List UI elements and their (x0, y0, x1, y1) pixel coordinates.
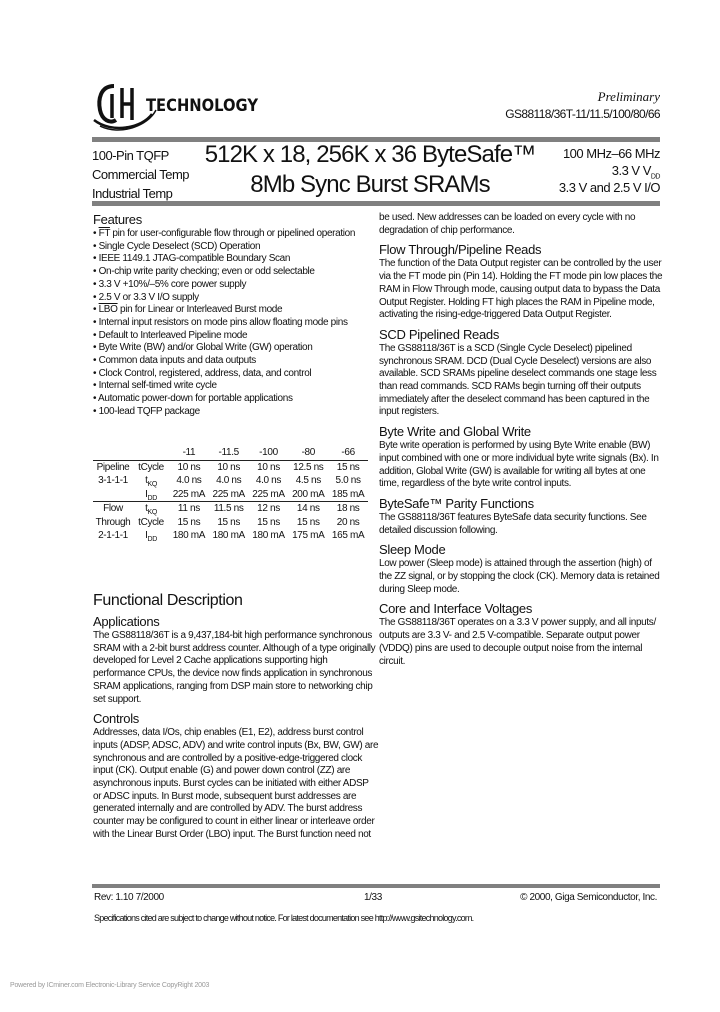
text-line: Addresses, data I/Os, chip enables (E1, E2), address burst control (93, 727, 364, 739)
text-line: or ADSC inputs. In Burst mode, subsequent burst addresses are (93, 790, 357, 802)
bullet-icon: • (93, 380, 99, 392)
document-title (200, 140, 540, 200)
feature-item (93, 342, 373, 355)
table-cell: 15 ns (257, 516, 280, 528)
text-line: developed for Level 2 Cache applications supporting high (93, 655, 328, 667)
section-flow-through-pipeline-reads (379, 242, 661, 322)
core-voltage: 3.3 V $V_{DD}$ (611, 163, 660, 181)
table-cell: 14 ns (296, 503, 320, 515)
table-cell: 4.5 ns (295, 475, 321, 487)
table-cell: 15 ns (296, 516, 320, 528)
section-paragraph (379, 512, 661, 537)
text-line: performance CPUs, the device now finds application in synchronous (93, 668, 373, 680)
parameter-subscript: DD (147, 536, 157, 544)
feature-item (93, 393, 373, 406)
table-cell: 180 mA (212, 530, 245, 542)
feature-signal: $\overline{LBO}$ (98, 304, 118, 316)
column-header: -80 (301, 447, 315, 459)
feature-text: Internal self-timed write cycle (98, 380, 217, 392)
feature-text: pin for user-configurable flow through or pipelined operation (109, 228, 356, 239)
text-line: addition, Global Write (GW) is available for writing all bytes at one (379, 465, 646, 477)
table-cell: 4.0 ns (255, 475, 282, 487)
text-line: input combined with one or more individual byte write signals (Bx). In (379, 452, 659, 464)
part-number: GS88118/36T-11/11.5/100/80/66 (505, 107, 660, 121)
parameter-label (133, 502, 169, 516)
package-line: Industrial Temp (92, 186, 173, 201)
text-line: than read commands. SCD RAMs begin turning off their outputs (379, 381, 641, 393)
section-scd-pipelined-reads (379, 327, 661, 419)
parameter-name: I (145, 530, 148, 542)
text-line: synchronous and are controlled by a positive-edge-triggered clock (93, 752, 363, 764)
feature-item (93, 253, 373, 266)
io-voltage: 3.3 V and 2.5 V I/O (558, 180, 660, 195)
features-list (93, 228, 373, 419)
text-line: asynchronous inputs. Burst cycles can be initiated with either ADSP (93, 778, 369, 790)
mode-label: 2-1-1-1 (98, 530, 128, 542)
table-cell: 4.0 ns (216, 475, 242, 487)
table-cell: 10 ns (217, 461, 241, 473)
text-line: input registers. (379, 406, 439, 418)
table-cell: 12 ns (257, 503, 280, 515)
section-sleep-mode (379, 542, 661, 596)
feature-item (93, 304, 373, 317)
section-heading: Flow Through/Pipeline Reads (379, 242, 542, 258)
table-cell: 11 ns (177, 503, 200, 515)
table-cell: 180 mA (172, 530, 206, 542)
blank-cell (93, 446, 133, 460)
bullet-icon: • (93, 342, 99, 354)
parameter-name: I (145, 488, 148, 500)
text-line: the ZZ signal, or by stopping the clock (CK). Memory data is retained (379, 571, 660, 583)
table-cell: 10 ns (177, 461, 201, 473)
table-row (93, 502, 368, 516)
table-cell: 200 mA (292, 488, 325, 500)
section-paragraph (379, 558, 661, 596)
bullet-icon: • (93, 355, 99, 367)
parameter-label (133, 460, 169, 474)
feature-item (93, 279, 373, 292)
section-paragraph (379, 258, 661, 322)
electrical-summary (559, 145, 660, 196)
table-cell: 4.0 ns (176, 475, 202, 487)
table-cell: 15 ns (336, 461, 360, 473)
feature-text: On-chip write parity checking; even or odd selectable (98, 266, 315, 278)
mode-label (93, 488, 133, 502)
parameter-label (133, 488, 169, 502)
section-heading: Byte Write and Global Write (379, 424, 531, 440)
parameter-label (133, 474, 169, 488)
bullet-icon: • (93, 329, 99, 341)
table-cell: 15 ns (177, 516, 201, 528)
footer-rule (92, 884, 660, 888)
text-line: with the Linear Burst Order (LBO) input. The Burst function need not (93, 828, 371, 840)
functional-description (93, 591, 379, 842)
bullet-icon: • (93, 291, 99, 303)
revision: Rev: 1.10 7/2000 (94, 892, 164, 903)
bullet-icon: • (93, 228, 99, 239)
feature-item (93, 406, 373, 419)
table-cell: 185 mA (331, 488, 365, 500)
section-heading: Core and Interface Voltages (379, 601, 533, 617)
feature-text: pin for Linear or Interleaved Burst mode (117, 304, 283, 316)
table-row (93, 529, 368, 543)
functional-heading: Functional Description (93, 592, 243, 609)
bullet-icon: • (93, 240, 99, 252)
controls-heading: Controls (93, 711, 140, 727)
watermark: Powered by ICminer.com Electronic-Library Service CopyRight 2003 (10, 982, 210, 989)
continued-paragraph (379, 212, 661, 237)
bullet-icon: • (93, 393, 99, 405)
table-cell: 20 ns (336, 516, 360, 528)
mode-label: Pipeline (96, 461, 130, 473)
text-line: degradation of chip performance. (379, 224, 515, 236)
header-rule-bottom (92, 201, 660, 206)
copyright: © 2000, Giga Semiconductor, Inc. (520, 892, 657, 903)
table-header-row (93, 446, 368, 460)
feature-item (93, 317, 373, 330)
column-header: -66 (341, 447, 355, 459)
applications-heading: Applications (93, 614, 160, 629)
table-row (93, 516, 368, 530)
applications-paragraph (93, 630, 376, 706)
text-line: activating the rising-edge-triggered Data Output Register. (379, 309, 612, 321)
section-core-and-interface-voltages (379, 601, 661, 668)
section-byte-write-and-global-write (379, 424, 661, 491)
text-line: circuit. (379, 655, 406, 667)
parameter-name: t (145, 475, 148, 487)
text-line: Low power (Sleep mode) is attained through the assertion (high) of (379, 558, 652, 570)
feature-text: Byte Write (BW) and/or Global Write (GW) operation (98, 342, 313, 354)
section-paragraph (379, 343, 661, 419)
table-cell: 11.5 ns (213, 503, 244, 515)
table-row (93, 460, 368, 474)
text-line: The GS88118/36T operates on a 3.3 V power supply, and all inputs/ (379, 617, 656, 629)
text-line: via the FT mode pin (Pin 14). Holding the FT mode pin low places the (379, 271, 663, 283)
feature-text: Internal input resistors on mode pins allow floating mode pins (98, 316, 348, 328)
text-line: outputs are 3.3 V- and 2.5 V-compatible. Separate output power (379, 630, 640, 642)
package-line: 100-Pin TQFP (92, 148, 169, 163)
table-row (93, 488, 368, 502)
parameter-label (133, 516, 169, 530)
mode-label: 3-1-1-1 (98, 475, 128, 487)
text-line: synchronous SRAM. DCD (Dual Cycle Deselect) versions are also (379, 355, 652, 367)
text-line: Byte write operation is performed by using Byte Write enable (BW) (379, 440, 651, 452)
column-header: -100 (259, 447, 278, 459)
feature-text: Common data inputs and data outputs (98, 355, 256, 367)
table-cell: 180 mA (252, 530, 285, 542)
feature-item (93, 228, 373, 241)
title-line-2: 8Mb Sync Burst SRAMs (250, 171, 490, 198)
company-logo (92, 80, 262, 130)
feature-text: 3.3 V +10%/–5% core power supply (98, 278, 247, 290)
right-sections (379, 242, 661, 668)
text-line: available. SCD SRAMs pipeline deselect commands one stage less (379, 368, 657, 380)
text-line: The GS88118/36T features ByteSafe data security functions. See (379, 511, 647, 523)
text-line: The GS88118/36T is a SCD (Single Cycle Deselect) pipelined (379, 342, 632, 354)
frequency-range: 100 MHz–66 MHz (562, 146, 660, 161)
table-cell: 5.0 ns (335, 475, 361, 487)
section-heading: Sleep Mode (379, 542, 446, 558)
section-heading: SCD Pipelined Reads (379, 326, 500, 342)
text-line: generated internally and are controlled by ADV. The burst address (93, 803, 363, 815)
text-line: be used. New addresses can be loaded on every cycle with no (379, 212, 636, 223)
table-cell: 15 ns (217, 516, 241, 528)
feature-item (93, 330, 373, 343)
feature-signal: $\overline{FT}$ (98, 228, 110, 239)
parameter-name: tCycle (138, 461, 164, 473)
bullet-icon: • (93, 253, 99, 265)
text-line: immediately after the deselect command has been captured in the (379, 393, 650, 405)
package-line: Commercial Temp (92, 167, 190, 182)
feature-text: Default to Interleaved Pipeline mode (98, 329, 248, 341)
table-row (93, 474, 368, 488)
package-info (92, 146, 189, 203)
column-header: -11 (182, 447, 196, 459)
bullet-icon: • (93, 405, 99, 417)
table-cell: 225 mA (212, 488, 245, 500)
feature-text: Automatic power-down for portable applications (98, 393, 293, 405)
feature-text: 2.5 V or 3.3 V I/O supply (98, 291, 199, 303)
svg-text:TECHNOLOGY: TECHNOLOGY (146, 96, 259, 116)
section-bytesafe-parity-functions (379, 496, 661, 537)
feature-item (93, 292, 373, 305)
text-line: SRAM applications, ranging from DSP main store to networking chip (93, 680, 373, 692)
feature-text: 100-lead TQFP package (98, 405, 200, 417)
feature-text: Single Cycle Deselect (SCD) Operation (98, 240, 261, 252)
table-cell: 225 mA (252, 488, 285, 500)
text-line: RAM in Flow Through mode, causing output data to bypass the Data (379, 283, 660, 295)
feature-item (93, 355, 373, 368)
section-paragraph (379, 440, 661, 491)
text-line: input (CK). Output enable (G) and power down control (ZZ) are (93, 765, 351, 777)
table-cell: 10 ns (257, 461, 280, 473)
status-label: Preliminary (597, 89, 660, 104)
bullet-icon: • (93, 278, 99, 290)
feature-item (93, 368, 373, 381)
blank-cell (133, 446, 169, 460)
text-line: (VDDQ) pins are used to decouple output noise from the internal (379, 642, 643, 654)
controls-paragraph (93, 727, 379, 841)
spec-table (93, 446, 368, 543)
parameter-subscript: KQ (147, 481, 157, 489)
text-line: detailed discussion following. (379, 524, 498, 536)
table-cell: 175 mA (292, 530, 325, 542)
table-cell: 18 ns (336, 503, 360, 515)
feature-item (93, 380, 373, 393)
feature-text: IEEE 1149.1 JTAG-compatible Boundary Scan (98, 253, 291, 265)
bullet-icon: • (93, 304, 99, 316)
bullet-icon: • (93, 266, 99, 278)
left-column (93, 209, 373, 419)
text-line: inputs (ADSP, ADSC, ADV) and write control inputs (Bx, BW, GW) are (93, 739, 379, 751)
page-number: 1/33 (364, 892, 382, 903)
feature-item (93, 241, 373, 254)
footer-notice: Specifications cited are subject to change without notice. For latest documentation see http://www.gsitechnology.com. (94, 913, 474, 923)
text-line: time, regardless of the byte write control inputs. (379, 478, 572, 490)
text-line: counter may be configured to count in either linear or interleave order (93, 816, 375, 828)
section-heading: ByteSafe™ Parity Functions (379, 495, 534, 511)
column-header: -11.5 (218, 447, 239, 459)
mode-label: Through (95, 516, 131, 528)
text-line: during Sleep mode. (379, 583, 460, 595)
text-line: The function of the Data Output register can be controlled by the user (379, 258, 662, 270)
bullet-icon: • (93, 367, 99, 379)
text-line: Output Register. Holding FT high places the RAM in Pipeline mode, (379, 296, 655, 308)
parameter-name: t (145, 503, 148, 515)
table-cell: 165 mA (331, 530, 365, 542)
title-line-1: 512K x 18, 256K x 36 ByteSafe™ (204, 141, 536, 168)
parameter-name: tCycle (138, 516, 164, 528)
features-heading: Features (93, 212, 142, 227)
text-line: set support. (93, 693, 142, 705)
parameter-label (133, 529, 169, 543)
feature-item (93, 266, 373, 279)
bullet-icon: • (93, 316, 99, 328)
table-cell: 225 mA (172, 488, 206, 500)
text-line: SRAM with a 2-bit burst address counter. Although of a type originally (93, 642, 376, 654)
right-column (379, 212, 661, 668)
mode-label: Flow (103, 503, 123, 515)
table-cell: 12.5 ns (293, 461, 324, 473)
feature-text: Clock Control, registered, address, data, and control (98, 367, 312, 379)
parameter-subscript: KQ (147, 509, 157, 517)
text-line: The GS88118/36T is a 9,437,184-bit high performance synchronous (93, 630, 372, 641)
parameter-subscript: DD (147, 494, 157, 502)
section-paragraph (379, 617, 661, 668)
